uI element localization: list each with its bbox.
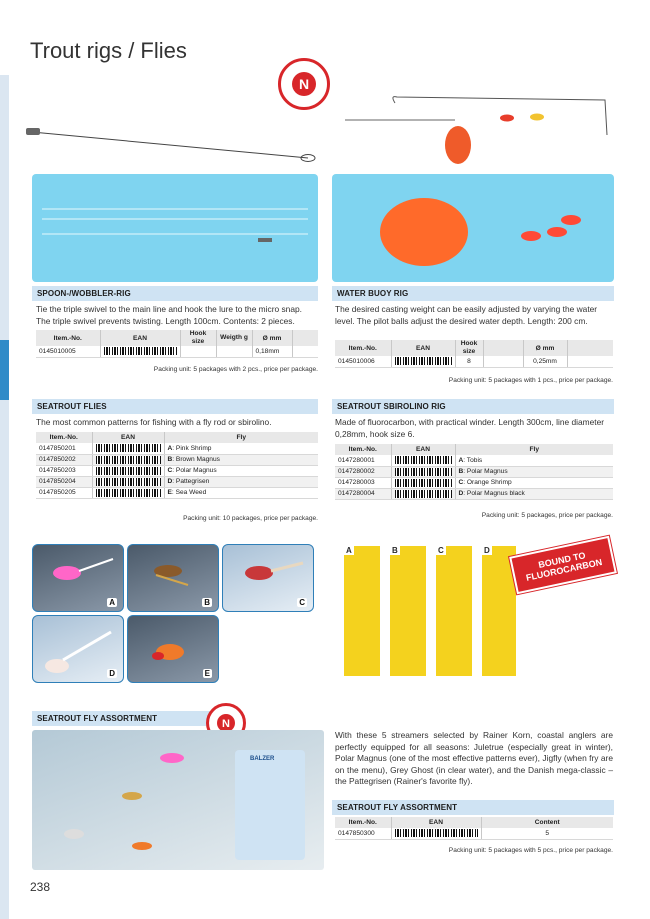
water-buoy-table <box>335 340 613 368</box>
fly-label: : Orange Shrimp <box>463 479 512 486</box>
seatrout-flies-heading: SEATROUT FLIES <box>32 399 318 414</box>
svg-text:N: N <box>298 76 310 92</box>
fly-name <box>164 454 318 465</box>
spoon-rig-drawing <box>20 120 320 170</box>
hook-size <box>180 346 216 357</box>
seatrout-flies-packing: Packing unit: 10 packages, price per package. <box>183 515 318 522</box>
item-number: 0147850202 <box>36 454 92 465</box>
spoon-rig-description: Tie the triple swivel to the main line and hook the lure to the micro snap. The triple swivel prevents twisting. Length 100cm. Contents: 2 pieces. <box>36 304 302 326</box>
ean-barcode <box>92 443 164 454</box>
ean-barcode <box>92 454 164 465</box>
water-buoy-description: The desired casting weight can be easily adjusted by varying the water level. The pilot balls adjust the desired water depth. Length: 200 cm. <box>335 304 598 326</box>
winder-label-b: B <box>392 546 398 555</box>
tile-label: B <box>204 598 210 607</box>
assortment-packing: Packing unit: 5 packages with 5 pcs., price per package. <box>448 847 613 854</box>
item-number: 0145010006 <box>335 356 391 367</box>
assortment-table-heading: SEATROUT FLY ASSORTMENT <box>332 800 614 815</box>
winder-label-c: C <box>438 546 444 555</box>
item-number: 0147850205 <box>36 487 92 498</box>
hook-size: 8 <box>455 356 483 367</box>
fly-letter: B <box>167 456 173 463</box>
winder-label-d: D <box>484 546 490 555</box>
fly-name <box>164 476 318 487</box>
item-number: 0147850201 <box>36 443 92 454</box>
item-number: 0147850203 <box>36 465 92 476</box>
fly-letter: C <box>167 467 173 474</box>
tile-label: D <box>109 669 115 678</box>
table-row <box>335 477 613 488</box>
assortment-photo <box>32 730 324 870</box>
col-ean: EAN <box>391 817 481 828</box>
seatrout-flies-description: The most common patterns for fishing with a fly rod or sbirolino. <box>36 417 272 427</box>
weight <box>216 346 252 357</box>
water-buoy-card <box>332 174 614 282</box>
assortment-heading: SEATROUT FLY ASSORTMENT <box>32 711 210 726</box>
table-row <box>36 346 318 357</box>
spoon-rig-packing: Packing unit: 5 packages with 2 pcs., price per package. <box>153 366 318 373</box>
table-row <box>36 454 318 465</box>
col-diameter: Ø mm <box>252 330 292 346</box>
fly-letter: B <box>458 468 464 475</box>
fly-label: : Sea Weed <box>171 489 207 496</box>
ean-barcode <box>391 488 455 499</box>
col-extra <box>292 330 318 346</box>
tile-label: A <box>109 598 115 607</box>
item-number: 0147280001 <box>335 455 391 466</box>
ean-barcode <box>100 346 180 357</box>
fly-label: : Polar Magnus black <box>463 490 525 497</box>
item-number: 0147280004 <box>335 488 391 499</box>
col-item-no: Item.-No. <box>335 444 391 455</box>
diameter: 0,18mm <box>252 346 292 357</box>
item-number: 0147850204 <box>36 476 92 487</box>
col-item-no: Item.-No. <box>335 340 391 356</box>
extra <box>567 356 613 367</box>
sbirolino-description: Made of fluorocarbon, with practical winder. Length 300cm, line diameter 0,28mm, hook size 6. <box>335 417 605 439</box>
bound-to-fluorocarbon-stamp <box>509 536 617 594</box>
tile-label: E <box>204 669 210 678</box>
ean-barcode <box>92 476 164 487</box>
ean-barcode <box>391 477 455 488</box>
water-buoy-packing: Packing unit: 5 packages with 1 pcs., price per package. <box>448 377 613 384</box>
item-number: 0145010005 <box>36 346 100 357</box>
ean-barcode <box>391 356 455 367</box>
empty-cell <box>483 356 523 367</box>
spoon-rig-table <box>36 330 318 358</box>
col-item-no: Item.-No. <box>335 817 391 828</box>
table-row <box>36 487 318 498</box>
fly-label: : Polar Magnus <box>463 468 508 475</box>
tile-label: C <box>299 598 305 607</box>
col-fly: Fly <box>455 444 613 455</box>
table-row <box>335 488 613 499</box>
table-row <box>335 455 613 466</box>
item-number: 0147280003 <box>335 477 391 488</box>
sbirolino-packing: Packing unit: 5 packages, price per package. <box>481 512 613 519</box>
table-row <box>335 828 613 839</box>
fly-name <box>164 443 318 454</box>
col-extra <box>567 340 613 356</box>
sbirolino-table <box>335 444 613 500</box>
fly-tile-d <box>32 615 124 683</box>
ean-barcode <box>92 465 164 476</box>
item-number: 0147850300 <box>335 828 391 839</box>
fly-label: : Pattegrisen <box>172 478 210 485</box>
sbirolino-winders <box>328 540 518 680</box>
fly-letter: D <box>458 490 464 497</box>
ean-barcode <box>391 466 455 477</box>
ean-barcode <box>391 828 481 839</box>
water-buoy-drawing <box>335 95 615 175</box>
col-content: Content <box>481 817 613 828</box>
fly-letter: C <box>458 479 464 486</box>
svg-text:N: N <box>222 718 230 730</box>
table-row <box>36 443 318 454</box>
page-title: Trout rigs / Flies <box>30 38 187 63</box>
new-badge-top <box>278 58 330 110</box>
col-ean: EAN <box>92 432 164 443</box>
table-row <box>335 466 613 477</box>
diameter: 0,25mm <box>523 356 567 367</box>
fly-name <box>455 477 613 488</box>
col-weight: Weigth g <box>216 330 252 346</box>
col-ean: EAN <box>100 330 180 346</box>
table-row <box>36 476 318 487</box>
col-ean: EAN <box>391 340 455 356</box>
content-count: 5 <box>481 828 613 839</box>
fly-label: : Pink Shrimp <box>172 444 212 452</box>
fly-name <box>455 466 613 477</box>
winder-label-a: A <box>346 546 352 555</box>
table-row <box>335 356 613 367</box>
bound-text: BOUND TO FLUOROCARBON <box>525 550 603 583</box>
col-empty <box>483 340 523 356</box>
fly-name <box>455 455 613 466</box>
ean-barcode <box>92 487 164 498</box>
fly-tile-e <box>127 615 219 683</box>
package-brand: BALZER <box>250 756 275 762</box>
assortment-table <box>335 817 613 840</box>
fly-tile-a <box>32 544 124 612</box>
page-number: 238 <box>30 880 51 894</box>
col-item-no: Item.-No. <box>36 432 92 443</box>
fly-label: : Tobis <box>463 456 483 464</box>
fly-letter: A <box>458 456 464 464</box>
fly-letter: D <box>167 478 173 485</box>
assortment-description: With these 5 streamers selected by Rainer Korn, coastal anglers are perfectly equipped for all seasons: Juletrue (especially great in winter), Polar Magnus (one of the most effective patterns ever), Jigfly (when fry are on the menu), Grey Ghost (in clear water), and the Danish mega-classic – the Pattegrisen (Rainer's favorite fly). <box>335 730 613 786</box>
side-bar <box>0 75 9 919</box>
item-number: 0147280002 <box>335 466 391 477</box>
ean-barcode <box>391 455 455 466</box>
water-buoy-heading: WATER BUOY RIG <box>332 286 614 301</box>
sbirolino-heading: SEATROUT SBIROLINO RIG <box>332 399 614 414</box>
fly-letter: A <box>167 444 173 452</box>
seatrout-flies-table <box>36 432 318 499</box>
fly-label: : Brown Magnus <box>172 456 220 463</box>
col-hook-size: Hook size <box>180 330 216 346</box>
fly-name <box>164 465 318 476</box>
fly-letter: E <box>167 489 172 496</box>
fly-tile-c <box>222 544 314 612</box>
fly-name <box>455 488 613 499</box>
table-row <box>36 465 318 476</box>
extra <box>292 346 318 357</box>
spoon-rig-card <box>32 174 318 282</box>
col-hook-size: Hook size <box>455 340 483 356</box>
fly-label: : Polar Magnus <box>172 467 217 474</box>
col-item-no: Item.-No. <box>36 330 100 346</box>
col-diameter: Ø mm <box>523 340 567 356</box>
side-tab-marker <box>0 340 9 400</box>
fly-name <box>164 487 318 498</box>
spoon-rig-heading: SPOON-/WOBBLER-RIG <box>32 286 318 301</box>
col-fly: Fly <box>164 432 318 443</box>
col-ean: EAN <box>391 444 455 455</box>
fly-tile-b <box>127 544 219 612</box>
